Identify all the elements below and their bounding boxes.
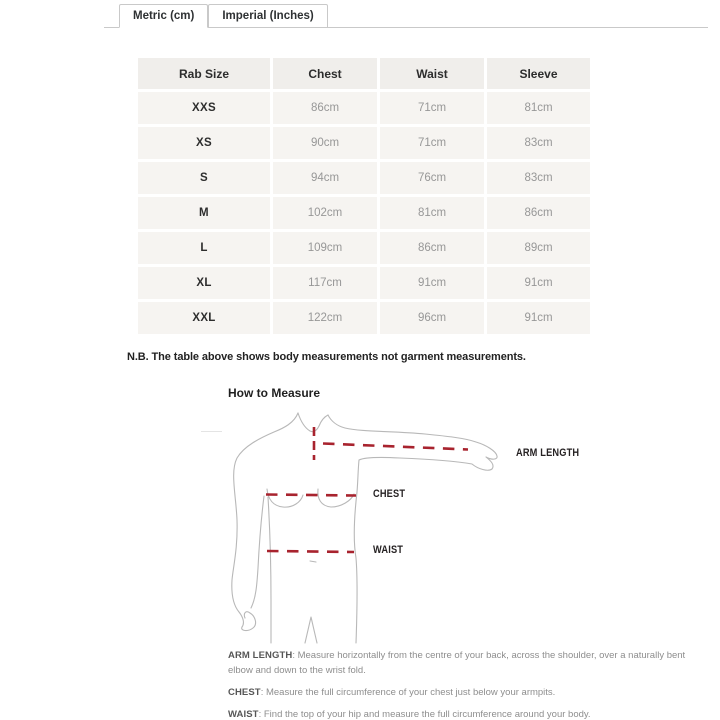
waist-label: WAIST — [373, 544, 404, 556]
column-header-rab-size: Rab Size — [138, 58, 270, 89]
measurement-descriptions — [228, 648, 694, 720]
chest-cell: 86cm — [273, 92, 377, 124]
figure-navel-mark — [310, 561, 316, 562]
sleeve-cell: 83cm — [487, 162, 590, 194]
waist-cell: 96cm — [380, 302, 484, 334]
figure-torso-left-edge — [268, 497, 271, 643]
size-chart-table — [138, 58, 590, 334]
waist-cell: 76cm — [380, 162, 484, 194]
size-cell: XS — [138, 127, 270, 159]
size-cell: L — [138, 232, 270, 264]
sleeve-cell: 81cm — [487, 92, 590, 124]
size-cell: XL — [138, 267, 270, 299]
chest-cell: 117cm — [273, 267, 377, 299]
body-measurements-note: N.B. The table above shows body measurements not garment measurements. — [127, 351, 526, 363]
tab-imperial[interactable]: Imperial (Inches) — [208, 4, 327, 28]
description-text: : Measure the full circumference of your chest just below your armpits. — [260, 687, 556, 698]
waist-measure-line — [267, 551, 354, 552]
chest-label: CHEST — [373, 488, 406, 500]
figure-crotch-line — [305, 617, 317, 643]
column-header-sleeve: Sleeve — [487, 58, 590, 89]
sleeve-cell: 91cm — [487, 267, 590, 299]
size-cell: XXL — [138, 302, 270, 334]
waist-cell: 71cm — [380, 127, 484, 159]
arm-length-description — [228, 648, 694, 678]
column-header-waist: Waist — [380, 58, 484, 89]
description-text: : Find the top of your hip and measure the full circumference around your body. — [258, 709, 591, 720]
sleeve-cell: 83cm — [487, 127, 590, 159]
figure-inner-arm-line — [251, 496, 264, 608]
chest-measure-line — [266, 495, 356, 496]
figure-left-arm-outline — [232, 413, 298, 631]
chest-cell: 102cm — [273, 197, 377, 229]
chest-description — [228, 685, 694, 700]
description-text: : Measure horizontally from the centre of your back, across the shoulder, over a naturally bent elbow and down to the wrist fold. — [228, 650, 686, 676]
waist-cell: 91cm — [380, 267, 484, 299]
column-header-chest: Chest — [273, 58, 377, 89]
waist-description — [228, 707, 694, 720]
sleeve-cell: 86cm — [487, 197, 590, 229]
waist-cell: 81cm — [380, 197, 484, 229]
how-to-measure-title: How to Measure — [228, 386, 321, 400]
arm-length-label: ARM LENGTH — [516, 447, 580, 459]
unit-tabs — [104, 3, 708, 28]
size-cell: S — [138, 162, 270, 194]
figure-chest-arcs — [267, 489, 354, 507]
sleeve-cell: 89cm — [487, 232, 590, 264]
arm-length-measure-line — [323, 444, 468, 450]
sleeve-cell: 91cm — [487, 302, 590, 334]
description-label: WAIST — [228, 709, 259, 720]
chest-cell: 94cm — [273, 162, 377, 194]
description-label: ARM LENGTH — [228, 650, 293, 661]
tab-metric[interactable]: Metric (cm) — [119, 4, 208, 28]
size-cell: XXS — [138, 92, 270, 124]
chest-cell: 90cm — [273, 127, 377, 159]
body-outline-figure-icon — [210, 400, 520, 645]
chest-cell: 122cm — [273, 302, 377, 334]
figure-right-arm-outline — [328, 415, 497, 643]
waist-cell: 71cm — [380, 92, 484, 124]
size-cell: M — [138, 197, 270, 229]
description-label: CHEST — [228, 687, 261, 698]
waist-cell: 86cm — [380, 232, 484, 264]
chest-cell: 109cm — [273, 232, 377, 264]
